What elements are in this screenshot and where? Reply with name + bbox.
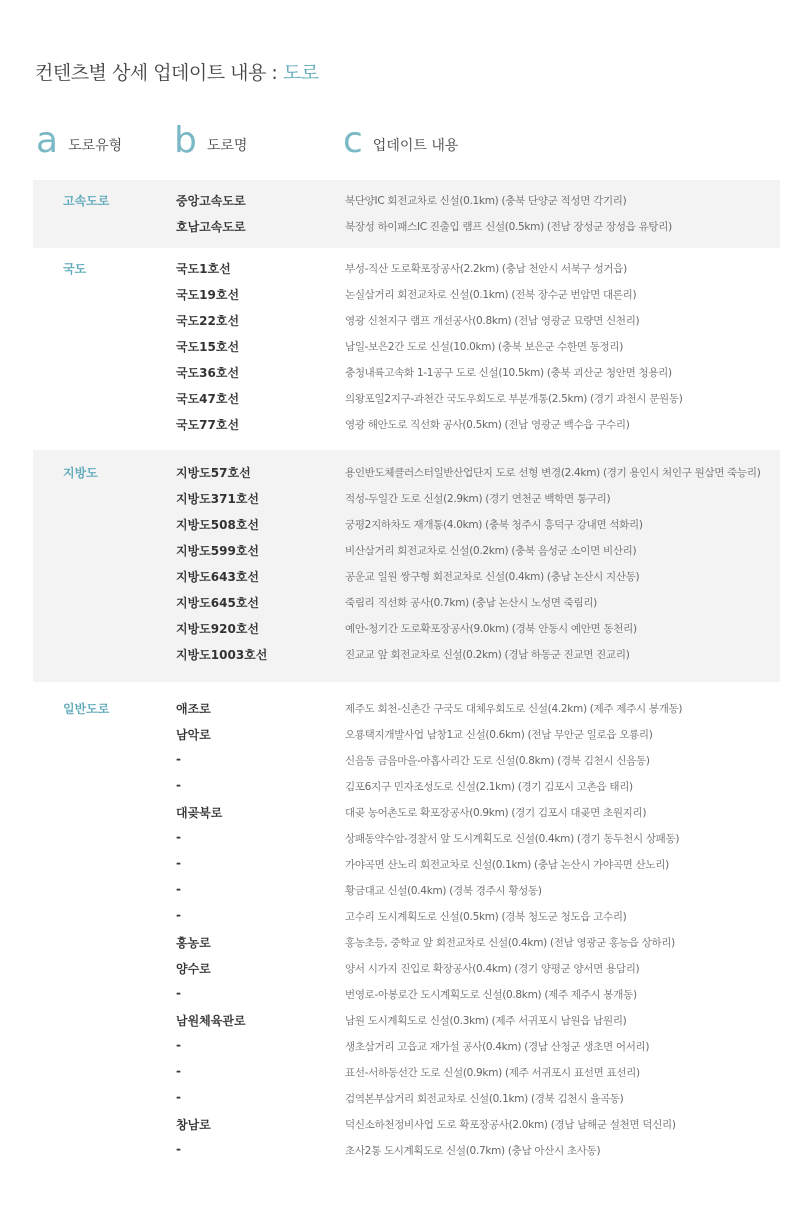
road-type-label: 지방도	[63, 466, 98, 480]
table-row	[33, 416, 780, 442]
column-header-update-content	[343, 118, 459, 161]
road-name: 국도77호선	[176, 418, 240, 432]
update-description: 생초삼거리 고읍교 재가설 공사(0.4km) (경남 산청군 생초면 어서리)	[345, 1041, 650, 1053]
column-letter-a: a	[36, 120, 59, 161]
update-description: 북단양IC 회전교차로 신설(0.1km) (충북 단양군 적성면 각기리)	[345, 195, 627, 207]
update-description: 표선-서하동선간 도로 신설(0.9km) (제주 서귀포시 표선면 표선리)	[345, 1067, 640, 1079]
road-name: -	[176, 752, 181, 766]
column-label-update-content: 업데이트 내용	[372, 138, 459, 154]
road-name: 지방도1003호선	[176, 648, 268, 662]
table-row	[33, 908, 780, 934]
update-description: 김포6지구 민자조성도로 신설(2.1km) (경기 김포시 고촌읍 태리)	[345, 781, 633, 793]
page-title	[35, 58, 319, 85]
road-name: -	[176, 1142, 181, 1156]
table-row	[33, 1038, 780, 1064]
table-row	[33, 934, 780, 960]
update-description: 고수리 도시계획도로 신설(0.5km) (경북 청도군 청도읍 고수리)	[345, 911, 627, 923]
column-label-road-type: 도로유형	[68, 138, 123, 154]
road-name: -	[176, 856, 181, 870]
update-description: 공운교 일원 쌍구형 회전교차로 신설(0.4km) (충남 논산시 지산동)	[345, 571, 640, 583]
table-row	[33, 312, 780, 338]
road-name: 대곶북로	[176, 806, 223, 820]
table-row	[33, 1090, 780, 1116]
road-name: 국도36호선	[176, 366, 240, 380]
table-row	[33, 960, 780, 986]
road-type-label: 고속도로	[63, 194, 110, 208]
road-name: -	[176, 778, 181, 792]
update-description: 충청내륙고속화 1-1공구 도로 신설(10.5km) (충북 괴산군 청안면 청용리)	[345, 367, 672, 379]
update-description: 제주도 회천-신촌간 구국도 대체우회도로 신설(4.2km) (제주 제주시 봉개동)	[345, 703, 683, 715]
page-title-main: 컨텐츠별 상세 업데이트 내용 :	[35, 62, 283, 84]
column-letter-b: b	[174, 120, 197, 161]
road-name: 남원체육관로	[176, 1014, 246, 1028]
table-row	[33, 778, 780, 804]
update-description: 궁평2지하차도 재개통(4.0km) (충북 청주시 흥덕구 강내면 석화리)	[345, 519, 643, 531]
road-group	[33, 450, 780, 682]
column-label-road-name: 도로명	[206, 138, 248, 154]
table-row	[33, 1012, 780, 1038]
update-description: 검역본부삼거리 회전교차로 신설(0.1km) (경북 김천시 율곡동)	[345, 1093, 624, 1105]
update-description: 예안-청기간 도로확포장공사(9.0km) (경북 안동시 예안면 동천리)	[345, 623, 637, 635]
road-name: -	[176, 986, 181, 1000]
update-description: 홍농초등, 중학교 앞 회전교차로 신설(0.4km) (전남 영광군 홍농읍 상하리)	[345, 937, 675, 949]
update-description: 영광 해안도로 직선화 공사(0.5km) (전남 영광군 백수읍 구수리)	[345, 419, 630, 431]
update-description: 덕신소하천정비사업 도로 확포장공사(2.0km) (경남 남해군 설천면 덕신리)	[345, 1119, 676, 1131]
road-group	[33, 180, 780, 248]
update-description: 남일-보은2간 도로 신설(10.0km) (충북 보은군 수한면 동정리)	[345, 341, 624, 353]
update-description: 양서 시가지 진입로 확장공사(0.4km) (경기 양평군 양서면 용담리)	[345, 963, 640, 975]
update-description: 오룡택지개발사업 남창1교 신설(0.6km) (전남 무안군 일로읍 오룡리)	[345, 729, 653, 741]
road-name: 지방도643호선	[176, 570, 260, 584]
table-row	[33, 804, 780, 830]
table-row	[33, 568, 780, 594]
road-group	[33, 248, 780, 450]
update-description: 죽림리 직선화 공사(0.7km) (충남 논산시 노성면 죽림리)	[345, 597, 597, 609]
road-name: 중앙고속도로	[176, 194, 246, 208]
table-row	[33, 1064, 780, 1090]
road-name: 지방도599호선	[176, 544, 260, 558]
road-name: 홍농로	[176, 936, 211, 950]
road-type-label: 일반도로	[63, 702, 110, 716]
road-name: 남악로	[176, 728, 211, 742]
table-row	[33, 490, 780, 516]
road-name: -	[176, 1090, 181, 1104]
road-name: 호남고속도로	[176, 220, 246, 234]
column-header-road-name	[174, 118, 248, 161]
road-name: 지방도371호선	[176, 492, 260, 506]
table-row	[33, 752, 780, 778]
update-description: 적성-두일간 도로 신설(2.9km) (경기 연천군 백학면 통구리)	[345, 493, 611, 505]
table-row	[33, 464, 780, 490]
table-row	[33, 260, 780, 286]
table-row	[33, 390, 780, 416]
update-description: 영광 신천지구 램프 개선공사(0.8km) (전남 영광군 묘량면 신천리)	[345, 315, 640, 327]
road-name: -	[176, 1038, 181, 1052]
update-description: 진교교 앞 회전교차로 신설(0.2km) (경남 하동군 진교면 진교리)	[345, 649, 630, 661]
table-row	[33, 218, 780, 244]
table-row	[33, 986, 780, 1012]
update-description: 황금대교 신설(0.4km) (경북 경주시 황성동)	[345, 885, 542, 897]
table-row	[33, 364, 780, 390]
road-name: 국도15호선	[176, 340, 240, 354]
road-name: 국도19호선	[176, 288, 240, 302]
table-row	[33, 338, 780, 364]
update-description: 비산삼거리 회전교차로 신설(0.2km) (충북 음성군 소이면 비산리)	[345, 545, 637, 557]
table-row	[33, 1142, 780, 1168]
update-description: 논실삼거리 회전교차로 신설(0.1km) (전북 장수군 번암면 대론리)	[345, 289, 637, 301]
update-description: 용인반도체클러스터일반산업단지 도로 선형 변경(2.4km) (경기 용인시 처인구 원삼면 죽능리)	[345, 467, 761, 479]
road-name: 창남로	[176, 1118, 211, 1132]
table-row	[33, 620, 780, 646]
update-description: 북장성 하이패스IC 진출입 램프 신설(0.5km) (전남 장성군 장성읍 유탕리)	[345, 221, 672, 233]
table-row	[33, 700, 780, 726]
table-row	[33, 516, 780, 542]
road-name: 국도22호선	[176, 314, 240, 328]
table-row	[33, 882, 780, 908]
column-header-road-type	[36, 118, 123, 161]
road-name: 애조로	[176, 702, 211, 716]
road-name: -	[176, 908, 181, 922]
road-name: 지방도508호선	[176, 518, 260, 532]
table-row	[33, 192, 780, 218]
update-description: 번영로-아봉로간 도시계획도로 신설(0.8km) (제주 제주시 봉개동)	[345, 989, 637, 1001]
table-row	[33, 594, 780, 620]
road-name: 양수로	[176, 962, 211, 976]
table-row	[33, 830, 780, 856]
table-row	[33, 286, 780, 312]
update-description: 상패동약수암-경찰서 앞 도시계획도로 신설(0.4km) (경기 동두천시 상패동)	[345, 833, 680, 845]
update-description: 신음동 금음마을-아홉사리간 도로 신설(0.8km) (경북 김천시 신음동)	[345, 755, 650, 767]
update-description: 의왕포일2지구-과천간 국도우회도로 부분개통(2.5km) (경기 과천시 문원동)	[345, 393, 683, 405]
road-name: 국도47호선	[176, 392, 240, 406]
table-row	[33, 646, 780, 672]
road-name: 지방도57호선	[176, 466, 251, 480]
update-description: 대곶 농어촌도로 확포장공사(0.9km) (경기 김포시 대곶면 초원지리)	[345, 807, 647, 819]
update-description: 초사2통 도시계획도로 신설(0.7km) (충남 아산시 초사동)	[345, 1145, 601, 1157]
table-row	[33, 726, 780, 752]
table-row	[33, 856, 780, 882]
road-name: 지방도920호선	[176, 622, 260, 636]
table-row	[33, 542, 780, 568]
road-type-label: 국도	[63, 262, 87, 276]
road-name: -	[176, 830, 181, 844]
update-description: 부성-직산 도로확포장공사(2.2km) (충남 천안시 서북구 성거읍)	[345, 263, 627, 275]
road-name: -	[176, 1064, 181, 1078]
road-group	[33, 682, 780, 1172]
road-name: 지방도645호선	[176, 596, 260, 610]
update-description: 남원 도시계획도로 신설(0.3km) (제주 서귀포시 남원읍 남원리)	[345, 1015, 627, 1027]
road-name: 국도1호선	[176, 262, 231, 276]
column-letter-c: c	[343, 120, 363, 161]
update-description: 가야곡면 산노리 회전교차로 신설(0.1km) (충남 논산시 가야곡면 산노리)	[345, 859, 669, 871]
road-name: -	[176, 882, 181, 896]
page-title-accent: 도로	[282, 62, 319, 84]
table-row	[33, 1116, 780, 1142]
